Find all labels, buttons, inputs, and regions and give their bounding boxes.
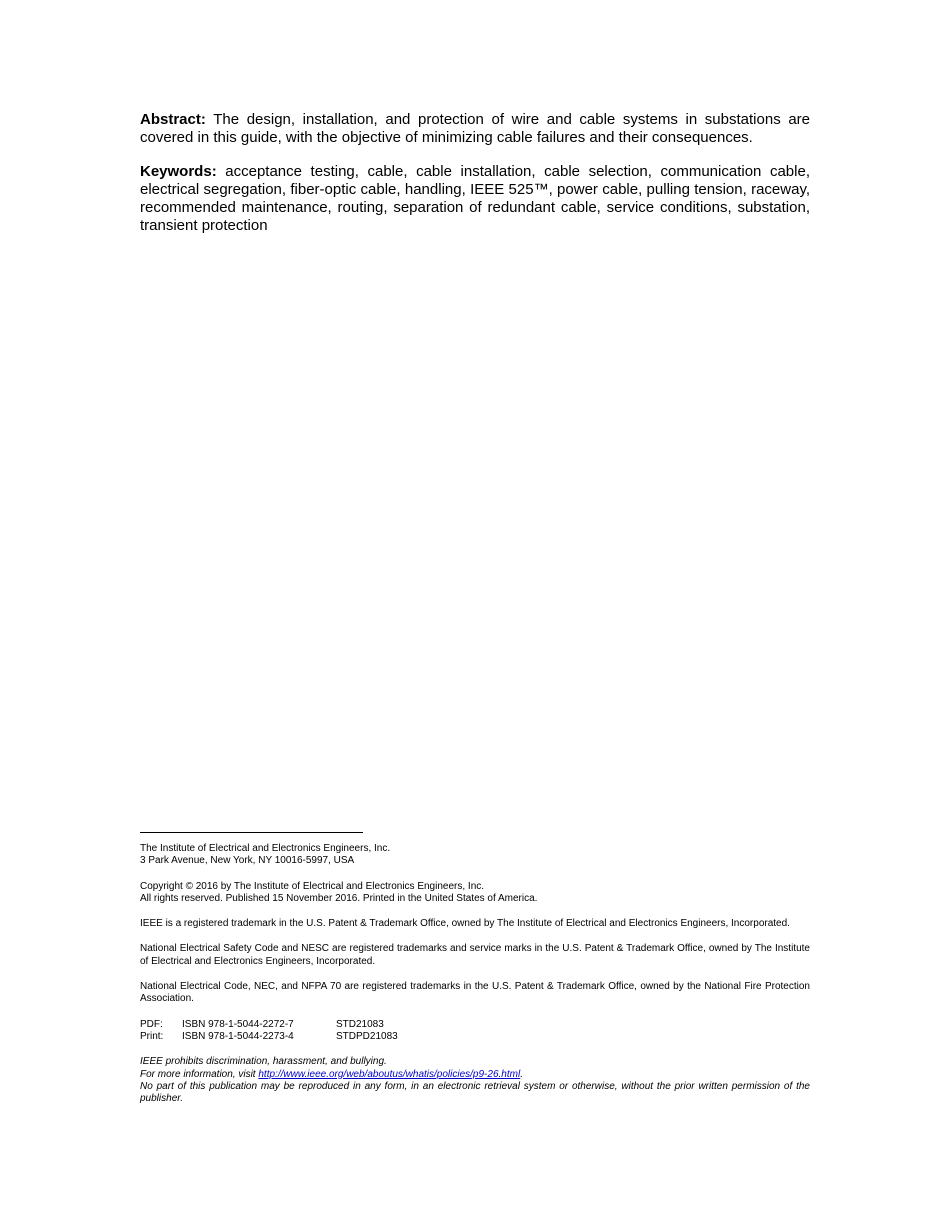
isbn-number: ISBN 978-1-5044-2273-4 — [182, 1030, 294, 1042]
isbn-number: ISBN 978-1-5044-2272-7 — [182, 1018, 294, 1030]
isbn-code: STDPD21083 — [336, 1030, 398, 1042]
keywords-text: acceptance testing, cable, cable installation, cable selection, communication cable, electrical segregation, fiber-optic cable, handling, IEEE 525™, power cable, pulling tension, raceway, recommended maintenance, routing, separation of redundant cable, service conditions, substation, transient protection — [140, 163, 810, 234]
policy-line-2 — [140, 1069, 810, 1081]
keywords-paragraph — [140, 163, 810, 235]
isbn-row-pdf — [140, 1019, 398, 1031]
trademark-nec: National Electrical Code, NEC, and NFPA 70 are registered trademarks in the U.S. Patent & Trademark Office, owned by the National Fire Protection Association. — [140, 981, 810, 1005]
abstract-paragraph — [140, 111, 810, 147]
isbn-code: STD21083 — [336, 1018, 384, 1030]
policy-notice — [140, 1056, 810, 1105]
isbn-format: Print: — [140, 1030, 164, 1042]
isbn-table — [140, 1019, 398, 1044]
isbn-row-print — [140, 1031, 398, 1043]
address-line-1: The Institute of Electrical and Electronics Engineers, Inc. — [140, 843, 391, 854]
policy-prefix: For more information, visit — [140, 1068, 259, 1080]
policy-line-1: IEEE prohibits discrimination, harassment, and bullying. — [140, 1056, 387, 1068]
abstract-text: The design, installation, and protection of wire and cable systems in substations are covered in this guide, with the objective of minimizing cable failures and their consequences. — [140, 111, 810, 146]
policy-link[interactable]: http://www.ieee.org/web/aboutus/whatis/policies/p9-26.html — [258, 1068, 521, 1080]
abstract-label: Abstract: — [140, 111, 206, 128]
copyright-line-2: All rights reserved. Published 15 November 2016. Printed in the United States of America. — [140, 892, 538, 904]
main-content — [140, 111, 810, 235]
copyright-notice — [140, 881, 810, 906]
isbn-format: PDF: — [140, 1018, 163, 1030]
footnote-divider — [140, 832, 363, 833]
trademark-ieee: IEEE is a registered trademark in the U.S. Patent & Trademark Office, owned by The Institute of Electrical and Electronics Engineers, Incorporated. — [140, 918, 790, 930]
policy-line-3: No part of this publication may be reproduced in any form, in an electronic retrieval system or otherwise, without the prior written permission of the publisher. — [140, 1080, 810, 1105]
policy-suffix: . — [520, 1068, 523, 1080]
trademark-nesc: National Electrical Safety Code and NESC are registered trademarks and service marks in the U.S. Patent & Trademark Office, owned by The Institute of Electrical and Electronics Engineers, Incorporated. — [140, 943, 810, 967]
footer-block — [140, 843, 810, 1118]
address-line-2: 3 Park Avenue, New York, NY 10016-5997, USA — [140, 855, 355, 867]
publisher-address — [140, 843, 810, 868]
keywords-label: Keywords: — [140, 163, 217, 180]
copyright-line-1: Copyright © 2016 by The Institute of Electrical and Electronics Engineers, Inc. — [140, 880, 485, 892]
